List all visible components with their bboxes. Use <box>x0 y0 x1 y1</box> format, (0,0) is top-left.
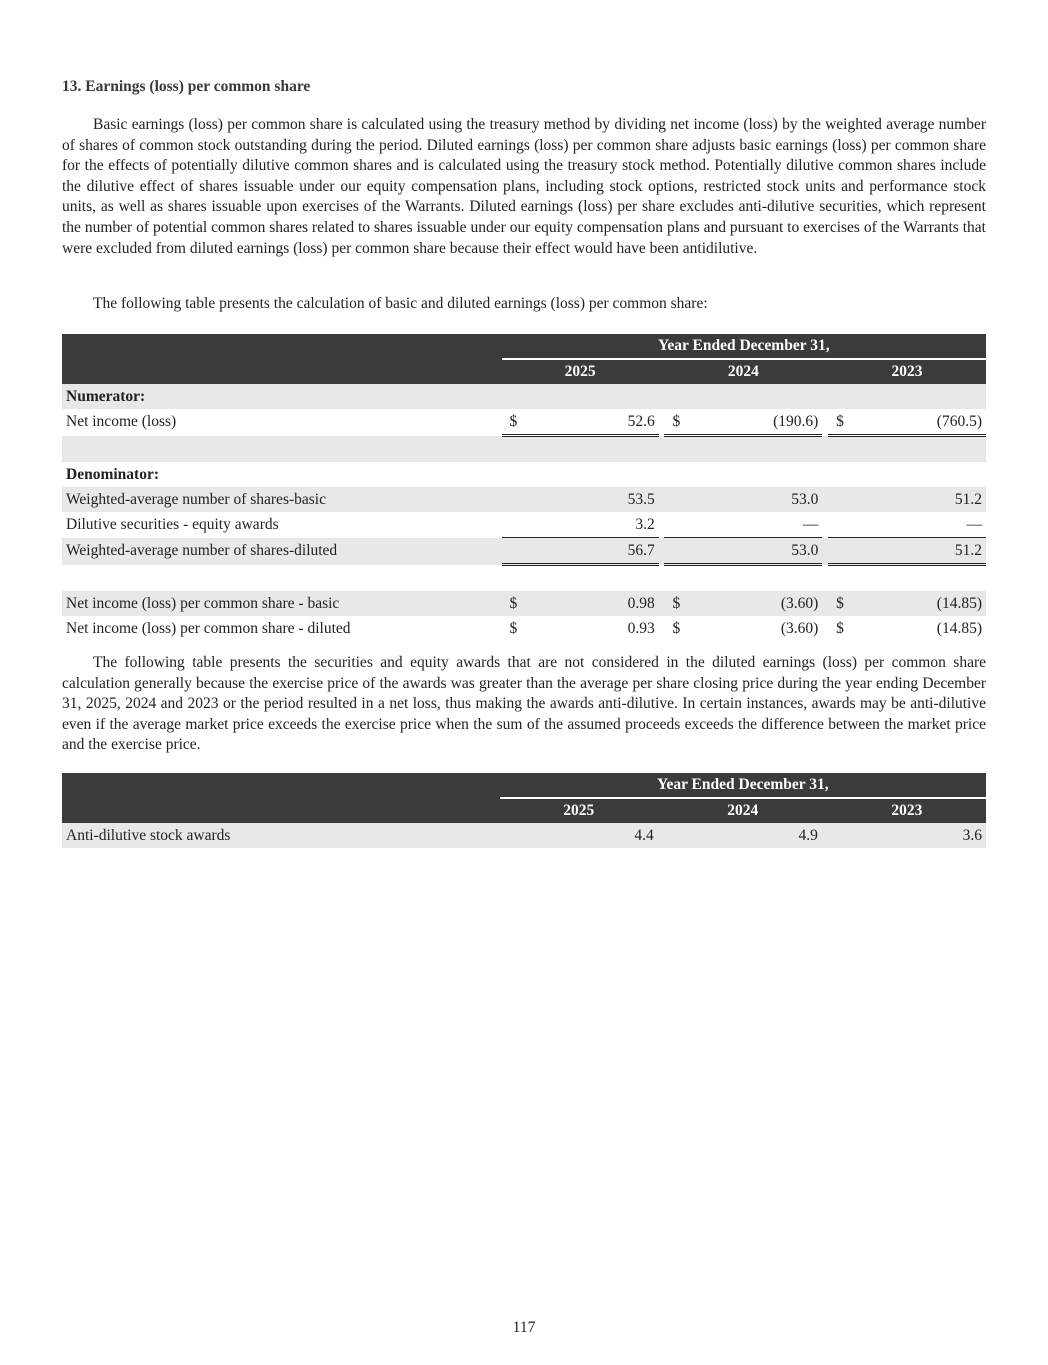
table-row <box>62 616 986 641</box>
year-col-2023: 2023 <box>828 359 986 384</box>
currency-symbol: $ <box>509 619 518 637</box>
paragraph-basic-eps: Basic earnings (loss) per common share is calculated using the treasury method by dividing net income (loss) by the weighted average number of shares of common stock outstanding during the period. Diluted earnings (loss) per common share adjusts basic earnings (loss) per common share for the effects of potentially dilutive common shares and is calculated using the treasury stock method. Potentially dilutive common shares include the dilutive effect of shares issuable under our equity compensation plans, including stock options, restricted stock units and performance stock units, as well as shares issuable upon exercises of the Warrants. Diluted earnings (loss) per share excludes anti-dilutive securities, which represent the number of potential common shares related to shares issuable under our equity compensation plans and pursuant to exercises of the Warrants that were excluded from diluted earnings (loss) per common share because their effect would have been antidilutive. <box>62 116 986 257</box>
cell-value: 52.6 <box>526 409 658 436</box>
cell-value: 51.2 <box>853 487 986 512</box>
currency-symbol: $ <box>836 619 844 637</box>
cell-value: (760.5) <box>853 409 986 436</box>
year-col-2025: 2025 <box>500 798 658 823</box>
cell-value: 53.5 <box>526 487 658 512</box>
row-label: Weighted-average number of shares-diluted <box>62 538 502 565</box>
denominator-label: Denominator: <box>66 465 159 483</box>
row-label: Net income (loss) <box>66 413 177 431</box>
cell-value: 56.7 <box>526 538 658 565</box>
currency-symbol: $ <box>502 591 527 616</box>
year-col-2023: 2023 <box>828 798 986 823</box>
table-row <box>62 823 986 848</box>
paragraph-anti-dilutive: The following table presents the securities and equity awards that are not considered in the diluted earnings (loss) per common share calculation generally because the exercise price of the awards was greater than the average per share closing price during the year ending December 31, 2025, 2024 and 2023 or the period resulted in a net loss, thus making the awards anti-dilutive. In certain instances, awards may be anti-dilutive even if the average market price exceeds the exercise price when the sum of the assumed proceeds exceeds the difference between the market price and the exercise price. <box>62 654 986 754</box>
cell-value: 3.2 <box>526 512 658 538</box>
cell-value: (3.60) <box>780 619 819 637</box>
numerator-label: Numerator: <box>62 384 502 409</box>
cell-value: — <box>853 512 986 538</box>
page-number: 117 <box>512 1319 536 1336</box>
cell-value: (14.85) <box>853 591 986 616</box>
cell-value: 0.93 <box>627 619 655 637</box>
anti-dilutive-table <box>62 773 986 848</box>
currency-symbol: $ <box>672 619 681 637</box>
row-label: Weighted-average number of shares-basic <box>62 487 502 512</box>
table-row-spacer <box>62 565 986 592</box>
cell-value: 4.9 <box>688 823 822 848</box>
cell-value: 4.4 <box>524 823 658 848</box>
row-label: Net income (loss) per common share - basic <box>62 591 502 616</box>
currency-symbol: $ <box>828 409 853 436</box>
year-col-2025: 2025 <box>502 359 659 384</box>
cell-value: 0.98 <box>526 591 658 616</box>
cell-value: (3.60) <box>689 591 822 616</box>
currency-symbol: $ <box>502 409 527 436</box>
row-label: Net income (loss) per common share - diluted <box>66 619 351 637</box>
cell-value: (190.6) <box>689 409 822 436</box>
cell-value: 53.0 <box>689 538 822 565</box>
paragraph-table-intro: The following table presents the calculation of basic and diluted earnings (loss) per common share: <box>93 295 708 312</box>
table-header-period: Year Ended December 31, <box>500 773 986 798</box>
table-row <box>62 512 986 538</box>
section-title: 13. Earnings (loss) per common share <box>62 78 311 95</box>
currency-symbol: $ <box>664 591 689 616</box>
table-row <box>62 462 986 487</box>
year-col-2024: 2024 <box>664 359 822 384</box>
currency-symbol: $ <box>664 409 689 436</box>
row-label: Dilutive securities - equity awards <box>66 515 279 533</box>
table-row-spacer <box>62 436 986 463</box>
table-row <box>62 538 986 565</box>
cell-value: 3.6 <box>852 823 986 848</box>
table-row <box>62 409 986 436</box>
cell-value: 53.0 <box>689 487 822 512</box>
cell-value: 51.2 <box>853 538 986 565</box>
eps-table <box>62 334 986 641</box>
year-col-2024: 2024 <box>664 798 822 823</box>
table-row <box>62 487 986 512</box>
row-label: Anti-dilutive stock awards <box>62 823 500 848</box>
table-header-period: Year Ended December 31, <box>502 334 986 359</box>
currency-symbol: $ <box>828 591 853 616</box>
table-row <box>62 591 986 616</box>
table-row <box>62 384 986 409</box>
cell-value: — <box>689 512 822 538</box>
cell-value: (14.85) <box>936 619 982 637</box>
